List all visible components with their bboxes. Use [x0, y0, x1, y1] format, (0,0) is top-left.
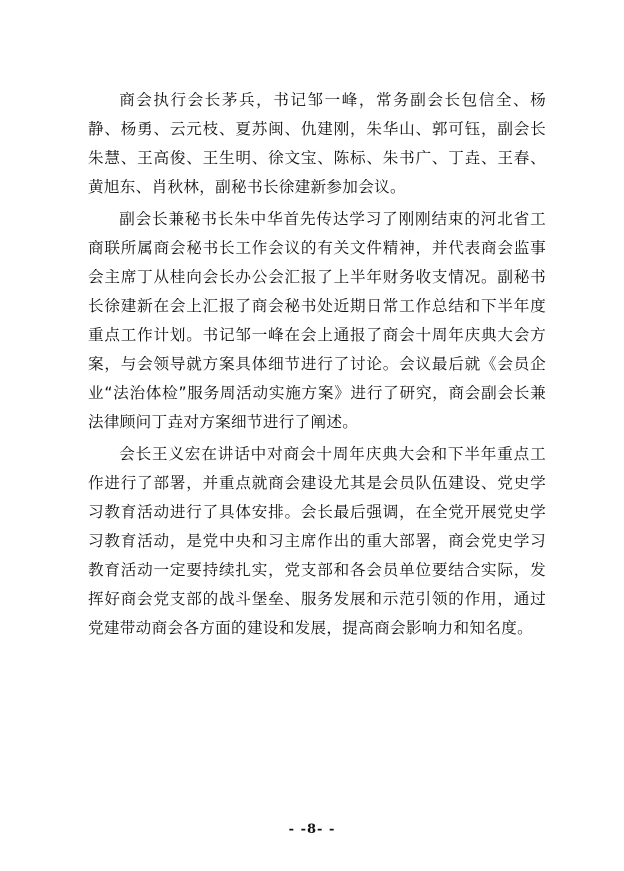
page-number: - -8- - [288, 822, 336, 837]
paragraph-reports: 副会长兼秘书长朱中华首先传达学习了刚刚结束的河北省工商联所属商会秘书长工作会议的有关文件精神，并代表商会监事会主席丁从桂向会长办公会汇报了上半年财务收支情况。副秘书长徐建新在会上汇报了商会秘书处近期日常工作总结和下半年度重点工作计划。书记邹一峰在会上通报了商会十周年庆典大会方案，与会领导就方案具体细节进行了讨论。会议最后就《会员企业“法治体检”服务周活动实施方案》进行了研究，商会副会长兼法律顾问丁垚对方案细节进行了阐述。 [88, 210, 546, 431]
document-body [88, 86, 546, 643]
paragraph-chairman-speech: 会长王义宏在讲话中对商会十周年庆典大会和下半年重点工作进行了部署，并重点就商会建设尤其是会员队伍建设、党史学习教育活动进行了具体安排。会长最后强调，在全党开展党史学习教育活动，是党中央和习主席作出的重大部署，商会党史学习教育活动一定要持续扎实，党支部和各会员单位要结合实际，发挥好商会党支部的战斗堡垒、服务发展和示范引领的作用，通过党建带动商会各方面的建设和发展，提高商会影响力和知名度。 [88, 445, 546, 637]
paragraph-attendees: 商会执行会长茅兵，书记邹一峰，常务副会长包信全、杨静、杨勇、云元枝、夏苏闽、仇建刚，朱华山、郭可钰，副会长朱慧、王高俊、王生明、徐文宝、陈标、朱书广、丁垚、王春、黄旭东、肖秋林，副秘书长徐建新参加会议。 [88, 91, 546, 196]
